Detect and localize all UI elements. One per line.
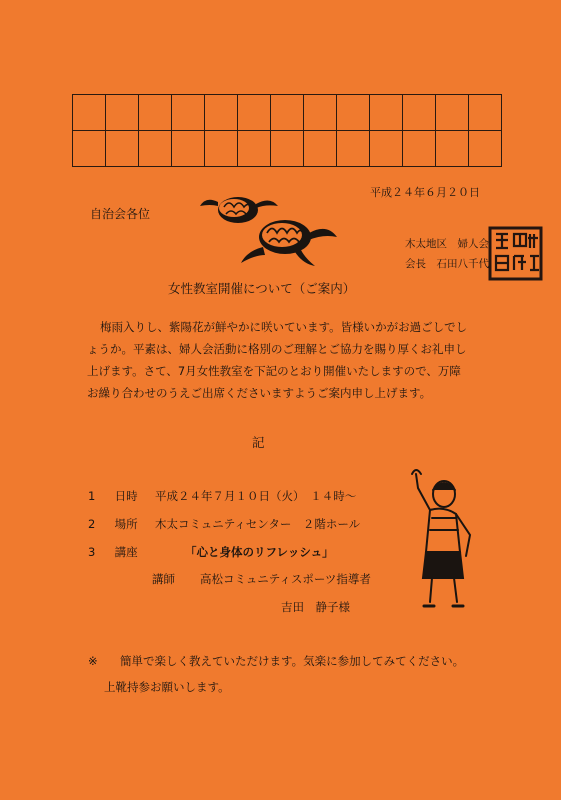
sender-leader: 会長 石田八千代	[405, 258, 489, 270]
seal-stamp	[488, 226, 543, 281]
grid-cell	[238, 95, 271, 131]
grid-cell	[205, 95, 238, 131]
addressee: 自治会各位	[90, 207, 151, 221]
grid-cell	[304, 95, 337, 131]
ki-heading: 記	[252, 435, 265, 450]
item-number: 3	[88, 545, 96, 559]
grid-cell	[469, 131, 502, 167]
grid-cell	[403, 131, 436, 167]
item-place	[88, 516, 360, 532]
grid-cell	[139, 95, 172, 131]
page-title: 女性教室開催について（ご案内）	[168, 281, 356, 296]
grid-cell	[469, 95, 502, 131]
body-line-2: ょうか。平素は、婦人会活動に格別のご理解とご協力を賜り厚くお礼申し	[87, 342, 467, 356]
grid-cell	[436, 95, 469, 131]
item-number: 1	[88, 489, 96, 503]
grid-cell	[271, 95, 304, 131]
grid-cell	[238, 131, 271, 167]
grid-cell	[304, 131, 337, 167]
lecturer-name: 吉田 静子様	[281, 600, 350, 614]
grid-cell	[205, 131, 238, 167]
grid-cell	[403, 95, 436, 131]
grid-cell	[106, 95, 139, 131]
grid-cell	[172, 131, 205, 167]
note-mark: ※	[88, 654, 98, 668]
body-line-1: 梅雨入りし、紫陽花が鮮やかに咲いています。皆様いかがお過ごしでし	[100, 320, 468, 334]
grid-cell	[337, 95, 370, 131]
sender-org: 木太地区 婦人会	[405, 238, 489, 250]
note-line-1: 簡単で楽しく教えていただけます。気楽に参加してみてください。	[120, 654, 465, 668]
item-value: 木太コミュニティセンター ２階ホール	[154, 517, 361, 531]
item-course	[88, 544, 334, 560]
grid-cell	[139, 131, 172, 167]
item-datetime	[88, 488, 356, 504]
writing-grid	[72, 94, 502, 167]
item-label: 日時	[114, 489, 138, 503]
item-label: 場所	[114, 517, 138, 531]
hydrangea-icon	[193, 182, 343, 272]
grid-cell	[73, 95, 106, 131]
grid-cell	[370, 131, 403, 167]
grid-cell	[370, 95, 403, 131]
grid-cell	[73, 131, 106, 167]
date: 平成２４年６月２０日	[370, 186, 480, 199]
item-value: 平成２４年７月１０日（火） １４時～	[154, 489, 357, 503]
lecturer-label: 講師	[152, 572, 175, 586]
item-label: 講座	[114, 545, 138, 559]
grid-cell	[271, 131, 304, 167]
item-number: 2	[88, 517, 96, 531]
body-line-3: 上げます。さて、7月女性教室を下記のとおり開催いたしますので、万障	[87, 364, 461, 378]
item-value: 「心と身体のリフレッシュ」	[184, 545, 334, 559]
grid-cell	[172, 95, 205, 131]
lecturer-org: 高松コミュニティスポーツ指導者	[200, 572, 371, 586]
body-line-4: お繰り合わせのうえご出席くださいますようご案内申し上げます。	[87, 386, 432, 400]
person-cheering-icon	[400, 460, 495, 620]
grid-cell	[436, 131, 469, 167]
grid-cell	[106, 131, 139, 167]
grid-cell	[337, 131, 370, 167]
note-line-2: 上靴持参お願いします。	[104, 680, 230, 694]
